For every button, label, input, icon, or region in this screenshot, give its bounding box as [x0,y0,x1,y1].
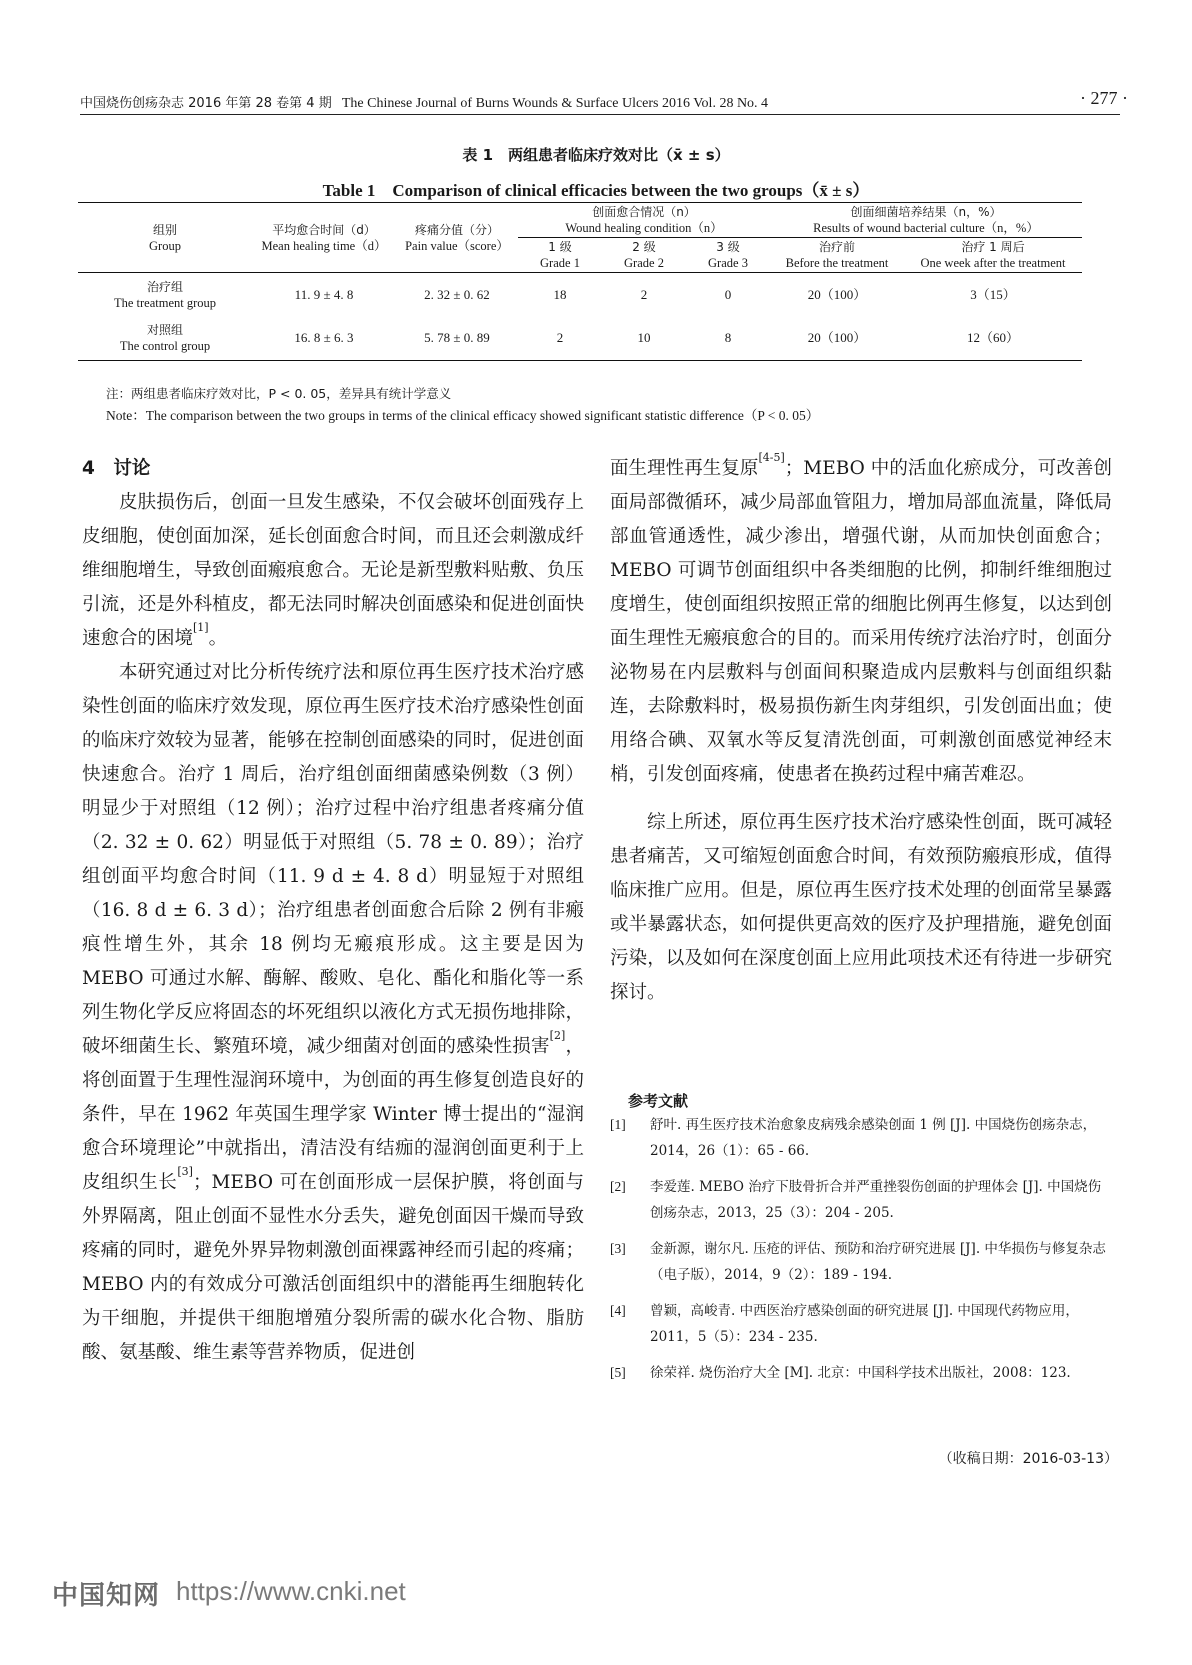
page-number: · 277 · [1080,88,1128,108]
reference-item: [4] 曾颖，高峻青. 中西医治疗感染创面的研究进展 [J]. 中国现代药物应用，2011，5（5）：234 - 235. [610,1303,1079,1345]
col-pain-header: 疼痛分值（分） Pain value（score） [396,203,518,273]
reference-item: [3] 金新源，谢尔凡. 压疮的评估、预防和治疗研究进展 [J]. 中华损伤与修复杂志（电子版），2014，9（2）：189 - 194. [610,1241,1106,1283]
cnki-logo: 中国知网 [52,1581,161,1611]
col-before-header: 治疗前 Before the treatment [770,238,904,273]
table-note-en: Note：The comparison between the two groups in terms of the clinical efficacy showed significant statistic difference（P < 0. 05） [106,408,820,423]
col-healing-header: 创面愈合情况（n） Wound healing condition（n） [518,203,770,238]
paragraph-1: 皮肤损伤后，创面一旦发生感染，不仅会破坏创面残存上皮细胞，使创面加深，延长创面愈合时间，而且还会刺激成纤维细胞增生，导致创面瘢痕愈合。无论是新型敷料贴敷、负压引流，还是外科植皮，都无法同时解决创面感染和促进创面快速愈合的困境[1]。 [82,492,584,649]
body-column-right [610,452,1112,1010]
journal-title-en: The Chinese Journal of Burns Wounds & Surface Ulcers 2016 Vol. 28 No. 4 [341,96,769,111]
section-title: 4 讨论 [82,458,151,479]
reference-item: [2] 李爱莲. MEBO 治疗下肢骨折合并严重挫裂伤创面的护理体会 [J]. 中国烧伤创疡杂志，2013，25（3）：204 - 205. [610,1179,1102,1221]
table-caption-cn: 表 1 两组患者临床疗效对比（x̄ ± s） [462,146,730,164]
citation: [2] [549,1029,566,1042]
journal-title-cn: 中国烧伤创疡杂志 2016 年第 28 卷第 4 期 [80,96,332,111]
table-row: 治疗组 The treatment group 11. 9 ± 4. 8 2. 32 ± 0. 62 18 2 0 20（100） 3（15） [113,279,1016,310]
col-heal-time-header: 平均愈合时间（d） Mean healing time（d） [252,203,396,273]
paragraph-3: 综上所述，原位再生医疗技术治疗感染性创面，既可减轻患者痛苦，又可缩短创面愈合时间，有效预防瘢痕形成，值得临床推广应用。但是，原位再生医疗技术处理的创面常呈暴露或半暴露状态，如何提供更高效的医疗及护理措施，避免创面污染，以及如何在深度创面上应用此项技术还有待进一步研究探讨。 [610,812,1112,1003]
reference-item: [5] 徐荣祥. 烧伤治疗大全 [M]. 北京：中国科学技术出版社，2008：123. [610,1365,1071,1381]
references-list [610,1112,1112,1396]
cnki-url[interactable]: https://www.cnki.net [176,1576,406,1606]
received-date: （收稿日期：2016-03-13） [938,1451,1118,1467]
col-grade3-header: 3 级 Grade 3 [686,238,770,273]
references-title: 参考文献 [628,1092,689,1110]
table-row: 对照组 The control group 16. 8 ± 6. 3 5. 78 ± 0. 89 2 10 8 20（100） 12（60） [78,317,1082,361]
table-caption-en: Table 1 Comparison of clinical efficacies between the two groups（x̄ ± s） [322,181,870,200]
col-grade1-header: 1 级 Grade 1 [518,238,602,273]
results-table [78,202,1082,361]
col-grade2-header: 2 级 Grade 2 [602,238,686,273]
col-after-header: 治疗 1 周后 One week after the treatment [904,238,1082,273]
citation: [3] [177,1165,193,1178]
paragraph-2-continued: 面生理性再生复原[4-5]；MEBO 中的活血化瘀成分，可改善创面局部微循环，减少局部血管阻力，增加局部血流量，降低局部血管通透性，减少渗出，增强代谢，从而加快创面愈合；MEBO 可调节创面组织中各类细胞的比例，抑制纤维细胞过度增生，使创面组织按照正常的细胞比例再生修复，以达到创面生理性无瘢痕愈合的目的。而采用传统疗法治疗时，创面分泌物易在内层敷料与创面间积聚造成内层敷料与创面组织黏连，去除敷料时，极易损伤新生肉芽组织，引发创面出血；使用络合碘、双氧水等反复清洗创面，可刺激创面感觉神经末梢，引发创面疼痛，使患者在换药过程中痛苦难忍。 [610,451,1112,785]
citation: [1] [193,621,209,634]
col-culture-header: 创面细菌培养结果（n，%） Results of wound bacterial culture（n，%） [770,203,1082,238]
col-group-header: 组别 Group [78,203,252,273]
table-note-cn: 注：两组患者临床疗效对比，P < 0. 05，差异具有统计学意义 [106,386,452,401]
paragraph-2: 本研究通过对比分析传统疗法和原位再生医疗技术治疗感染性创面的临床疗效发现，原位再生医疗技术治疗感染性创面的临床疗效较为显著，能够在控制创面感染的同时，促进创面快速愈合。治疗 1 周后，治疗组创面细菌感染例数（3 例）明显少于对照组（12 例）；治疗过程中治疗组患者疼痛分值（2. 32 ± 0. 62）明显低于对照组（5. 78 ± 0. 89）；治疗组创面平均愈合时间（11. 9 d ± 4. 8 d）明显短于对照组（16. 8 d ± 6. 3 d）；治疗组患者创面愈合后除 2 例有非瘢痕性增生外，其余 18 例均无瘢痕形成。这主要是因为 MEBO 可通过水解、酶解、酸败、皂化、酯化和脂化等一系列生物化学反应将固态的坏死组织以液化方式无损伤地排除，破坏细菌生长、繁殖环境，减少细菌对创面的感染性损害[2]，将创面置于生理性湿润环境中，为创面的再生修复创造良好的条件，早在 1962 年英国生理学家 Winter 博士提出的“湿润愈合环境理论”中就指出，清洁没有结痂的湿润创面更利于上皮组织生长[3]；MEBO 可在创面形成一层保护膜，将创面与外界隔离，阻止创面不显性水分丢失，避免创面因干燥而导致疼痛的同时，避免外界异物刺激创面裸露神经而引起的疼痛；MEBO 内的有效成分可激活创面组织中的潜能再生细胞转化为干细胞，并提供干细胞增殖分裂所需的碳水化合物、脂肪酸、氨基酸、维生素等营养物质，促进创 [82,662,584,1363]
reference-item: [1] 舒叶. 再生医疗技术治愈象皮病残余感染创面 1 例 [J]. 中国烧伤创疡杂志，2014，26（1）：65 - 66. [610,1117,1097,1159]
running-header [80,92,1120,115]
body-column-left [82,452,584,1370]
citation: [4-5] [758,451,785,464]
